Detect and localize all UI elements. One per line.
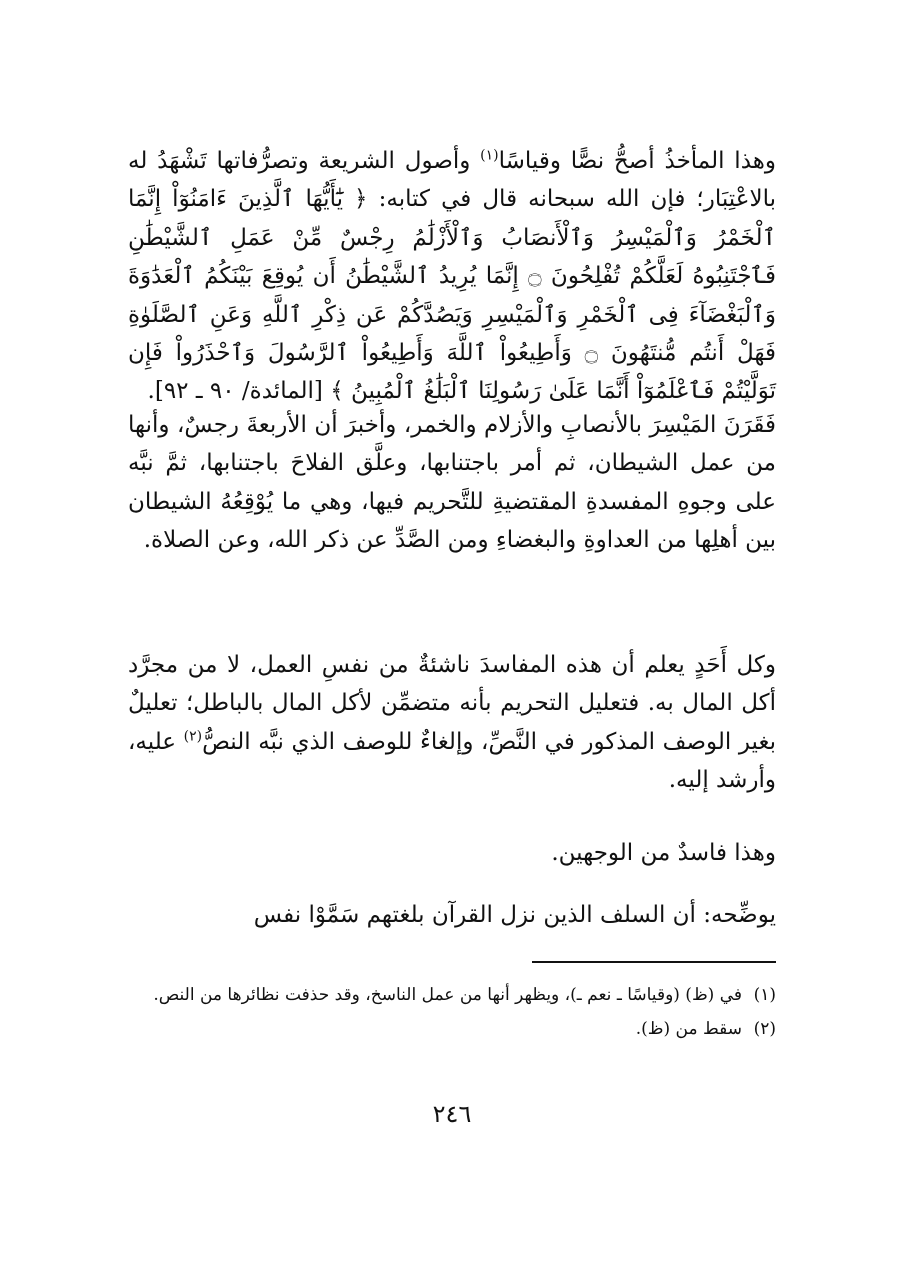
- footnote-ref-2: (٢): [183, 728, 203, 745]
- footnotes: [128, 980, 776, 1048]
- intro-text: وهذا المأخذُ أصحُّ نصًّا وقياسًا: [498, 148, 776, 174]
- page-number: ٢٤٦: [432, 1100, 472, 1128]
- footnote-text: في (ظ) (وقياسًا ـ نعم ـ)، ويظهر أنها من عمل الناسخ، وقد حذفت نظائرها من النص.: [153, 985, 742, 1005]
- footnote-divider: [532, 961, 776, 963]
- intro-text-continued: وأصول الشريعة وتصرُّفاتها تَشْهَدُ له بالاعْتِبَار؛ فإن الله سبحانه قال في كتابه:: [128, 148, 776, 213]
- quran-citation: [المائدة/ ٩٠ ـ ٩٢].: [147, 378, 331, 405]
- paragraph-intro-quran: [128, 142, 776, 411]
- footnote-number: (٢): [753, 1019, 776, 1039]
- footnote-item: [128, 980, 776, 1010]
- paragraph-reasoning: [128, 646, 776, 800]
- quran-verses: ﴿ يَٰٓأَيُّهَا ٱلَّذِينَ ءَامَنُوٓاْ إِنَّمَا ٱلْخَمْرُ وَٱلْمَيْسِرُ وَٱلْأَنصَابُ وَٱلْأَزْلَٰمُ رِجْسٌ مِّنْ عَمَلِ ٱلشَّيْطَٰنِ فَٱجْتَنِبُوهُ لَعَلَّكُمْ تُفْلِحُونَ ۝ إِنَّمَا يُرِيدُ ٱلشَّيْطَٰنُ أَن يُوقِعَ بَيْنَكُمُ ٱلْعَدَٰوَةَ وَٱلْبَغْضَآءَ فِى ٱلْخَمْرِ وَٱلْمَيْسِرِ وَيَصُدَّكُمْ عَن ذِكْرِ ٱللَّهِ وَعَنِ ٱلصَّلَوٰةِ فَهَلْ أَنتُم مُّنتَهُونَ ۝ وَأَطِيعُواْ ٱللَّهَ وَأَطِيعُواْ ٱلرَّسُولَ وَٱحْذَرُواْ فَإِن تَوَلَّيْتُمْ فَٱعْلَمُوٓاْ أَنَّمَا عَلَىٰ رَسُولِنَا ٱلْبَلَٰغُ ٱلْمُبِينُ ﴾: [128, 186, 777, 405]
- footnote-text: سقط من (ظ).: [635, 1019, 742, 1039]
- paragraph-conclusion: وهذا فاسدٌ من الوجهين.: [551, 840, 776, 866]
- reasoning-text-continued: عليه، وأرشد إليه.: [128, 728, 776, 794]
- footnote-number: (١): [753, 985, 776, 1005]
- footnote-ref-1: (١): [480, 147, 499, 164]
- paragraph-clarification: يوضِّحه: أن السلف الذين نزل القرآن بلغتهم سَمَّوْا نفس: [253, 902, 776, 928]
- paragraph-explanation: فَقَرَنَ المَيْسِرَ بالأنصابِ والأزلام والخمر، وأخبرَ أن الأربعةَ رجسٌ، وأنها من عمل الشيطان، ثم أمر باجتنابها، وعلَّق الفلاحَ باجتنابها، ثمَّ نبَّه على وجوهِ المفسدةِ المقتضيةِ للتَّحريم فيها، وهي ما يُوْقِعُهُ الشيطان بين أهلِها من العداوةِ والبغضاءِ ومن الصَّدِّ عن ذكر الله، وعن الصلاة.: [128, 412, 776, 554]
- reasoning-text: وكل أَحَدٍ يعلم أن هذه المفاسدَ ناشئةٌ من نفسِ العمل، لا من مجرَّد أكل المال به. فتعليل التحريم بأنه متضمِّن لأكل المال بالباطل؛ تعليلٌ بغير الوصف المذكور في النَّصِّ، وإلغاءٌ للوصف الذي نبَّه النصُّ: [128, 652, 776, 755]
- footnote-item: [128, 1014, 776, 1044]
